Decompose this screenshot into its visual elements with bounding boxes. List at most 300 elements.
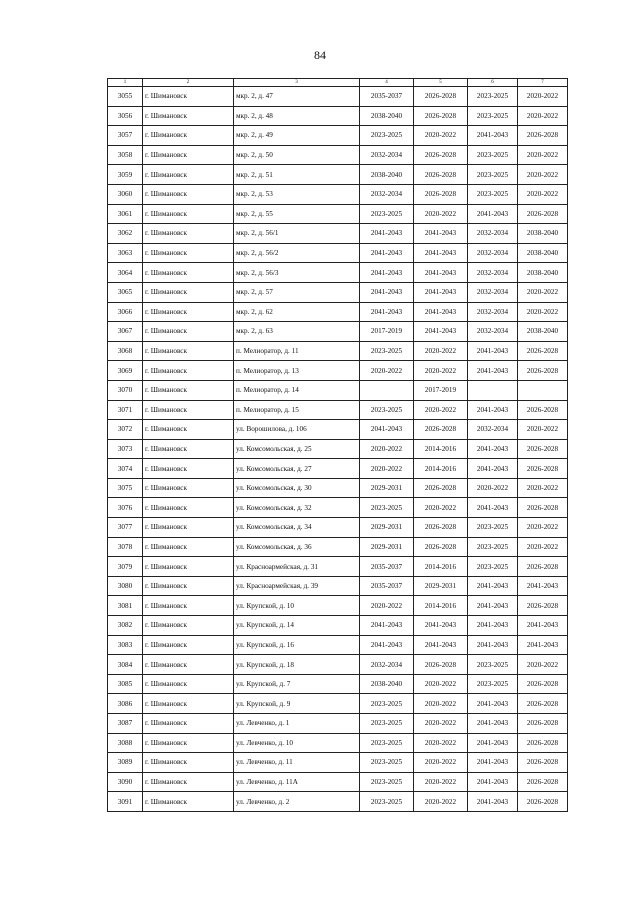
period-cell: 2041-2043	[414, 635, 468, 655]
period-cell: 2023-2025	[468, 184, 518, 204]
row-number-cell: 3086	[108, 694, 143, 714]
period-cell: 2038-2040	[360, 106, 414, 126]
address-cell: ул. Левченко, д. 10	[234, 733, 360, 753]
address-cell: мкр. 2, д. 56/3	[234, 263, 360, 283]
period-cell: 2032-2034	[468, 243, 518, 263]
period-cell: 2023-2025	[468, 165, 518, 185]
address-cell: ул. Крупской, д. 14	[234, 616, 360, 636]
column-header: 7	[518, 79, 568, 87]
period-cell: 2032-2034	[468, 263, 518, 283]
table-row	[108, 439, 568, 459]
city-cell: г. Шимановск	[143, 243, 234, 263]
period-cell: 2041-2043	[518, 616, 568, 636]
table-row	[108, 635, 568, 655]
period-cell: 2023-2025	[360, 694, 414, 714]
city-cell: г. Шимановск	[143, 714, 234, 734]
period-cell: 2032-2034	[468, 420, 518, 440]
address-cell: п. Мелиоратор, д. 11	[234, 341, 360, 361]
row-number-cell: 3069	[108, 361, 143, 381]
period-cell: 2026-2028	[414, 420, 468, 440]
period-cell: 2026-2028	[518, 361, 568, 381]
table-row	[108, 165, 568, 185]
city-cell: г. Шимановск	[143, 733, 234, 753]
period-cell: 2020-2022	[414, 733, 468, 753]
city-cell: г. Шимановск	[143, 380, 234, 400]
table-row	[108, 576, 568, 596]
city-cell: г. Шимановск	[143, 772, 234, 792]
row-number-cell: 3078	[108, 537, 143, 557]
period-cell: 2026-2028	[518, 792, 568, 812]
city-cell: г. Шимановск	[143, 674, 234, 694]
period-cell: 2026-2028	[414, 184, 468, 204]
table-row	[108, 361, 568, 381]
period-cell: 2032-2034	[360, 145, 414, 165]
period-cell: 2029-2031	[414, 576, 468, 596]
city-cell: г. Шимановск	[143, 87, 234, 107]
city-cell: г. Шимановск	[143, 459, 234, 479]
period-cell: 2041-2043	[414, 302, 468, 322]
table-row	[108, 322, 568, 342]
period-cell: 2041-2043	[468, 498, 518, 518]
period-cell: 2023-2025	[360, 126, 414, 146]
column-header: 4	[360, 79, 414, 87]
period-cell: 2026-2028	[414, 655, 468, 675]
address-cell: ул. Левченко, д. 11	[234, 753, 360, 773]
column-header: 2	[143, 79, 234, 87]
period-cell: 2020-2022	[518, 145, 568, 165]
row-number-cell: 3072	[108, 420, 143, 440]
period-cell: 2023-2025	[360, 714, 414, 734]
address-cell: ул. Крупской, д. 18	[234, 655, 360, 675]
row-number-cell: 3056	[108, 106, 143, 126]
table-row	[108, 733, 568, 753]
address-cell: п. Мелиоратор, д. 13	[234, 361, 360, 381]
city-cell: г. Шимановск	[143, 106, 234, 126]
period-cell: 2023-2025	[468, 557, 518, 577]
period-cell: 2026-2028	[414, 145, 468, 165]
address-cell: п. Мелиоратор, д. 15	[234, 400, 360, 420]
address-cell: мкр. 2, д. 47	[234, 87, 360, 107]
period-cell: 2023-2025	[468, 145, 518, 165]
address-cell: п. Мелиоратор, д. 14	[234, 380, 360, 400]
period-cell: 2038-2040	[360, 165, 414, 185]
period-cell: 2041-2043	[360, 302, 414, 322]
period-cell: 2041-2043	[360, 420, 414, 440]
column-header: 3	[234, 79, 360, 87]
period-cell: 2041-2043	[414, 616, 468, 636]
period-cell: 2026-2028	[414, 537, 468, 557]
address-cell: ул. Крупской, д. 9	[234, 694, 360, 714]
address-cell: ул. Комсомольская, д. 32	[234, 498, 360, 518]
address-cell: мкр. 2, д. 56/1	[234, 224, 360, 244]
row-number-cell: 3066	[108, 302, 143, 322]
period-cell: 2041-2043	[360, 635, 414, 655]
period-cell: 2041-2043	[468, 733, 518, 753]
period-cell: 2041-2043	[360, 263, 414, 283]
city-cell: г. Шимановск	[143, 263, 234, 283]
table-row	[108, 498, 568, 518]
period-cell: 2026-2028	[518, 714, 568, 734]
period-cell: 2041-2043	[468, 361, 518, 381]
table-row	[108, 616, 568, 636]
period-cell: 2026-2028	[518, 772, 568, 792]
period-cell: 2023-2025	[360, 753, 414, 773]
city-cell: г. Шимановск	[143, 341, 234, 361]
address-cell: мкр. 2, д. 56/2	[234, 243, 360, 263]
period-cell: 2020-2022	[518, 165, 568, 185]
period-cell: 2014-2016	[414, 596, 468, 616]
row-number-cell: 3071	[108, 400, 143, 420]
period-cell: 2041-2043	[468, 341, 518, 361]
period-cell: 2032-2034	[468, 302, 518, 322]
period-cell: 2041-2043	[468, 772, 518, 792]
row-number-cell: 3076	[108, 498, 143, 518]
city-cell: г. Шимановск	[143, 282, 234, 302]
column-number-row	[108, 79, 568, 87]
period-cell: 2038-2040	[518, 243, 568, 263]
table-row	[108, 694, 568, 714]
row-number-cell: 3064	[108, 263, 143, 283]
row-number-cell: 3055	[108, 87, 143, 107]
period-cell: 2020-2022	[360, 596, 414, 616]
period-cell: 2041-2043	[468, 459, 518, 479]
period-cell: 2020-2022	[518, 106, 568, 126]
row-number-cell: 3061	[108, 204, 143, 224]
row-number-cell: 3060	[108, 184, 143, 204]
period-cell: 2020-2022	[518, 302, 568, 322]
table-row	[108, 557, 568, 577]
city-cell: г. Шимановск	[143, 302, 234, 322]
table-row	[108, 518, 568, 538]
row-number-cell: 3075	[108, 478, 143, 498]
address-cell: мкр. 2, д. 62	[234, 302, 360, 322]
address-cell: мкр. 2, д. 50	[234, 145, 360, 165]
table-row	[108, 282, 568, 302]
period-cell: 2035-2037	[360, 557, 414, 577]
address-cell: мкр. 2, д. 49	[234, 126, 360, 146]
table-row	[108, 792, 568, 812]
row-number-cell: 3065	[108, 282, 143, 302]
table-row	[108, 302, 568, 322]
period-cell: 2041-2043	[468, 694, 518, 714]
row-number-cell: 3074	[108, 459, 143, 479]
address-cell: мкр. 2, д. 48	[234, 106, 360, 126]
period-cell: 2023-2025	[360, 772, 414, 792]
period-cell: 2029-2031	[360, 537, 414, 557]
row-number-cell: 3077	[108, 518, 143, 538]
column-header: 5	[414, 79, 468, 87]
period-cell: 2017-2019	[360, 322, 414, 342]
city-cell: г. Шимановск	[143, 322, 234, 342]
period-cell: 2020-2022	[414, 674, 468, 694]
period-cell: 2041-2043	[468, 792, 518, 812]
period-cell: 2023-2025	[360, 733, 414, 753]
table-row	[108, 655, 568, 675]
period-cell: 2041-2043	[468, 576, 518, 596]
period-cell: 2026-2028	[518, 439, 568, 459]
period-cell: 2020-2022	[414, 792, 468, 812]
period-cell: 2038-2040	[518, 322, 568, 342]
city-cell: г. Шимановск	[143, 635, 234, 655]
period-cell: 2020-2022	[414, 753, 468, 773]
row-number-cell: 3090	[108, 772, 143, 792]
period-cell: 2041-2043	[468, 439, 518, 459]
table-row	[108, 714, 568, 734]
period-cell: 2035-2037	[360, 576, 414, 596]
table-row	[108, 772, 568, 792]
table-row	[108, 478, 568, 498]
period-cell: 2020-2022	[360, 439, 414, 459]
row-number-cell: 3089	[108, 753, 143, 773]
row-number-cell: 3084	[108, 655, 143, 675]
address-cell: ул. Комсомольская, д. 36	[234, 537, 360, 557]
row-number-cell: 3085	[108, 674, 143, 694]
row-number-cell: 3067	[108, 322, 143, 342]
period-cell: 2023-2025	[360, 204, 414, 224]
address-cell: ул. Крупской, д. 10	[234, 596, 360, 616]
period-cell: 2026-2028	[414, 165, 468, 185]
table-row	[108, 459, 568, 479]
city-cell: г. Шимановск	[143, 204, 234, 224]
period-cell: 2026-2028	[518, 204, 568, 224]
city-cell: г. Шимановск	[143, 616, 234, 636]
period-cell: 2032-2034	[468, 322, 518, 342]
address-cell: мкр. 2, д. 63	[234, 322, 360, 342]
city-cell: г. Шимановск	[143, 184, 234, 204]
city-cell: г. Шимановск	[143, 439, 234, 459]
period-cell: 2020-2022	[414, 400, 468, 420]
address-cell: ул. Красноармейская, д. 31	[234, 557, 360, 577]
table-row	[108, 204, 568, 224]
period-cell	[360, 380, 414, 400]
row-number-cell: 3087	[108, 714, 143, 734]
period-cell: 2041-2043	[414, 263, 468, 283]
period-cell: 2023-2025	[360, 792, 414, 812]
period-cell: 2041-2043	[468, 126, 518, 146]
column-header: 6	[468, 79, 518, 87]
address-cell: мкр. 2, д. 55	[234, 204, 360, 224]
table-row	[108, 380, 568, 400]
address-cell: ул. Комсомольская, д. 34	[234, 518, 360, 538]
table-row	[108, 243, 568, 263]
period-cell: 2041-2043	[360, 616, 414, 636]
period-cell: 2032-2034	[360, 184, 414, 204]
period-cell: 2026-2028	[518, 733, 568, 753]
city-cell: г. Шимановск	[143, 498, 234, 518]
period-cell: 2038-2040	[518, 224, 568, 244]
address-cell: ул. Комсомольская, д. 30	[234, 478, 360, 498]
row-number-cell: 3088	[108, 733, 143, 753]
row-number-cell: 3070	[108, 380, 143, 400]
period-cell: 2026-2028	[518, 557, 568, 577]
city-cell: г. Шимановск	[143, 400, 234, 420]
period-cell: 2029-2031	[360, 478, 414, 498]
row-number-cell: 3079	[108, 557, 143, 577]
city-cell: г. Шимановск	[143, 792, 234, 812]
period-cell: 2026-2028	[518, 694, 568, 714]
address-cell: ул. Ворошилова, д. 106	[234, 420, 360, 440]
period-cell: 2041-2043	[360, 243, 414, 263]
period-cell: 2020-2022	[518, 87, 568, 107]
row-number-cell: 3083	[108, 635, 143, 655]
table-row	[108, 537, 568, 557]
period-cell: 2023-2025	[360, 498, 414, 518]
period-cell: 2026-2028	[518, 459, 568, 479]
period-cell: 2041-2043	[468, 714, 518, 734]
period-cell: 2023-2025	[360, 400, 414, 420]
period-cell: 2041-2043	[518, 635, 568, 655]
period-cell: 2041-2043	[468, 400, 518, 420]
city-cell: г. Шимановск	[143, 165, 234, 185]
period-cell: 2041-2043	[468, 204, 518, 224]
period-cell: 2038-2040	[360, 674, 414, 694]
city-cell: г. Шимановск	[143, 576, 234, 596]
period-cell: 2026-2028	[518, 753, 568, 773]
city-cell: г. Шимановск	[143, 753, 234, 773]
address-cell: мкр. 2, д. 57	[234, 282, 360, 302]
address-cell: мкр. 2, д. 53	[234, 184, 360, 204]
city-cell: г. Шимановск	[143, 655, 234, 675]
period-cell: 2020-2022	[360, 459, 414, 479]
period-cell: 2020-2022	[518, 655, 568, 675]
period-cell: 2026-2028	[518, 126, 568, 146]
period-cell: 2020-2022	[518, 282, 568, 302]
address-cell: ул. Комсомольская, д. 25	[234, 439, 360, 459]
table-row	[108, 341, 568, 361]
period-cell: 2020-2022	[414, 772, 468, 792]
table-row	[108, 145, 568, 165]
period-cell: 2026-2028	[518, 341, 568, 361]
period-cell: 2026-2028	[414, 87, 468, 107]
period-cell: 2041-2043	[414, 243, 468, 263]
address-cell: ул. Левченко, д. 11А	[234, 772, 360, 792]
row-number-cell: 3057	[108, 126, 143, 146]
table-row	[108, 126, 568, 146]
period-cell: 2041-2043	[468, 596, 518, 616]
table-row	[108, 87, 568, 107]
table-body	[108, 87, 568, 812]
period-cell: 2014-2016	[414, 459, 468, 479]
period-cell: 2041-2043	[414, 322, 468, 342]
period-cell: 2020-2022	[414, 714, 468, 734]
period-cell: 2020-2022	[360, 361, 414, 381]
table-row	[108, 106, 568, 126]
period-cell: 2026-2028	[414, 106, 468, 126]
city-cell: г. Шимановск	[143, 126, 234, 146]
registry-table	[107, 78, 568, 812]
period-cell: 2020-2022	[414, 126, 468, 146]
city-cell: г. Шимановск	[143, 224, 234, 244]
period-cell: 2020-2022	[518, 537, 568, 557]
table-row	[108, 420, 568, 440]
address-cell: ул. Левченко, д. 2	[234, 792, 360, 812]
period-cell: 2026-2028	[518, 596, 568, 616]
period-cell: 2032-2034	[468, 282, 518, 302]
address-cell: ул. Комсомольская, д. 27	[234, 459, 360, 479]
period-cell: 2041-2043	[518, 576, 568, 596]
row-number-cell: 3063	[108, 243, 143, 263]
period-cell: 2020-2022	[414, 361, 468, 381]
table-row	[108, 224, 568, 244]
period-cell: 2023-2025	[468, 106, 518, 126]
period-cell: 2020-2022	[518, 478, 568, 498]
row-number-cell: 3059	[108, 165, 143, 185]
period-cell: 2020-2022	[414, 694, 468, 714]
period-cell: 2041-2043	[468, 753, 518, 773]
period-cell: 2023-2025	[468, 87, 518, 107]
city-cell: г. Шимановск	[143, 596, 234, 616]
period-cell: 2020-2022	[518, 518, 568, 538]
period-cell: 2020-2022	[414, 341, 468, 361]
period-cell	[518, 380, 568, 400]
row-number-cell: 3091	[108, 792, 143, 812]
period-cell: 2017-2019	[414, 380, 468, 400]
period-cell: 2041-2043	[360, 224, 414, 244]
period-cell: 2020-2022	[518, 420, 568, 440]
period-cell: 2020-2022	[518, 184, 568, 204]
period-cell: 2026-2028	[518, 498, 568, 518]
period-cell: 2035-2037	[360, 87, 414, 107]
period-cell: 2041-2043	[468, 616, 518, 636]
table-row	[108, 674, 568, 694]
row-number-cell: 3062	[108, 224, 143, 244]
period-cell: 2020-2022	[414, 498, 468, 518]
period-cell: 2026-2028	[414, 518, 468, 538]
city-cell: г. Шимановск	[143, 557, 234, 577]
table-row	[108, 596, 568, 616]
table-row	[108, 753, 568, 773]
table-row	[108, 263, 568, 283]
period-cell: 2023-2025	[468, 537, 518, 557]
period-cell: 2026-2028	[518, 400, 568, 420]
city-cell: г. Шимановск	[143, 537, 234, 557]
period-cell: 2023-2025	[360, 341, 414, 361]
period-cell: 2023-2025	[468, 518, 518, 538]
period-cell: 2020-2022	[468, 478, 518, 498]
period-cell: 2032-2034	[468, 224, 518, 244]
period-cell: 2014-2016	[414, 557, 468, 577]
city-cell: г. Шимановск	[143, 145, 234, 165]
table-row	[108, 184, 568, 204]
period-cell: 2041-2043	[414, 282, 468, 302]
period-cell: 2038-2040	[518, 263, 568, 283]
city-cell: г. Шимановск	[143, 518, 234, 538]
period-cell: 2041-2043	[360, 282, 414, 302]
page-number: 84	[314, 48, 326, 62]
row-number-cell: 3080	[108, 576, 143, 596]
period-cell: 2023-2025	[468, 655, 518, 675]
city-cell: г. Шимановск	[143, 361, 234, 381]
period-cell: 2026-2028	[414, 478, 468, 498]
column-header: 1	[108, 79, 143, 87]
address-cell: ул. Крупской, д. 16	[234, 635, 360, 655]
city-cell: г. Шимановск	[143, 694, 234, 714]
row-number-cell: 3073	[108, 439, 143, 459]
row-number-cell: 3081	[108, 596, 143, 616]
address-cell: ул. Левченко, д. 1	[234, 714, 360, 734]
address-cell: мкр. 2, д. 51	[234, 165, 360, 185]
address-cell: ул. Красноармейская, д. 39	[234, 576, 360, 596]
address-cell: ул. Крупской, д. 7	[234, 674, 360, 694]
row-number-cell: 3082	[108, 616, 143, 636]
city-cell: г. Шимановск	[143, 420, 234, 440]
period-cell: 2014-2016	[414, 439, 468, 459]
period-cell	[468, 380, 518, 400]
period-cell: 2023-2025	[468, 674, 518, 694]
period-cell: 2026-2028	[518, 674, 568, 694]
period-cell: 2032-2034	[360, 655, 414, 675]
period-cell: 2020-2022	[414, 204, 468, 224]
